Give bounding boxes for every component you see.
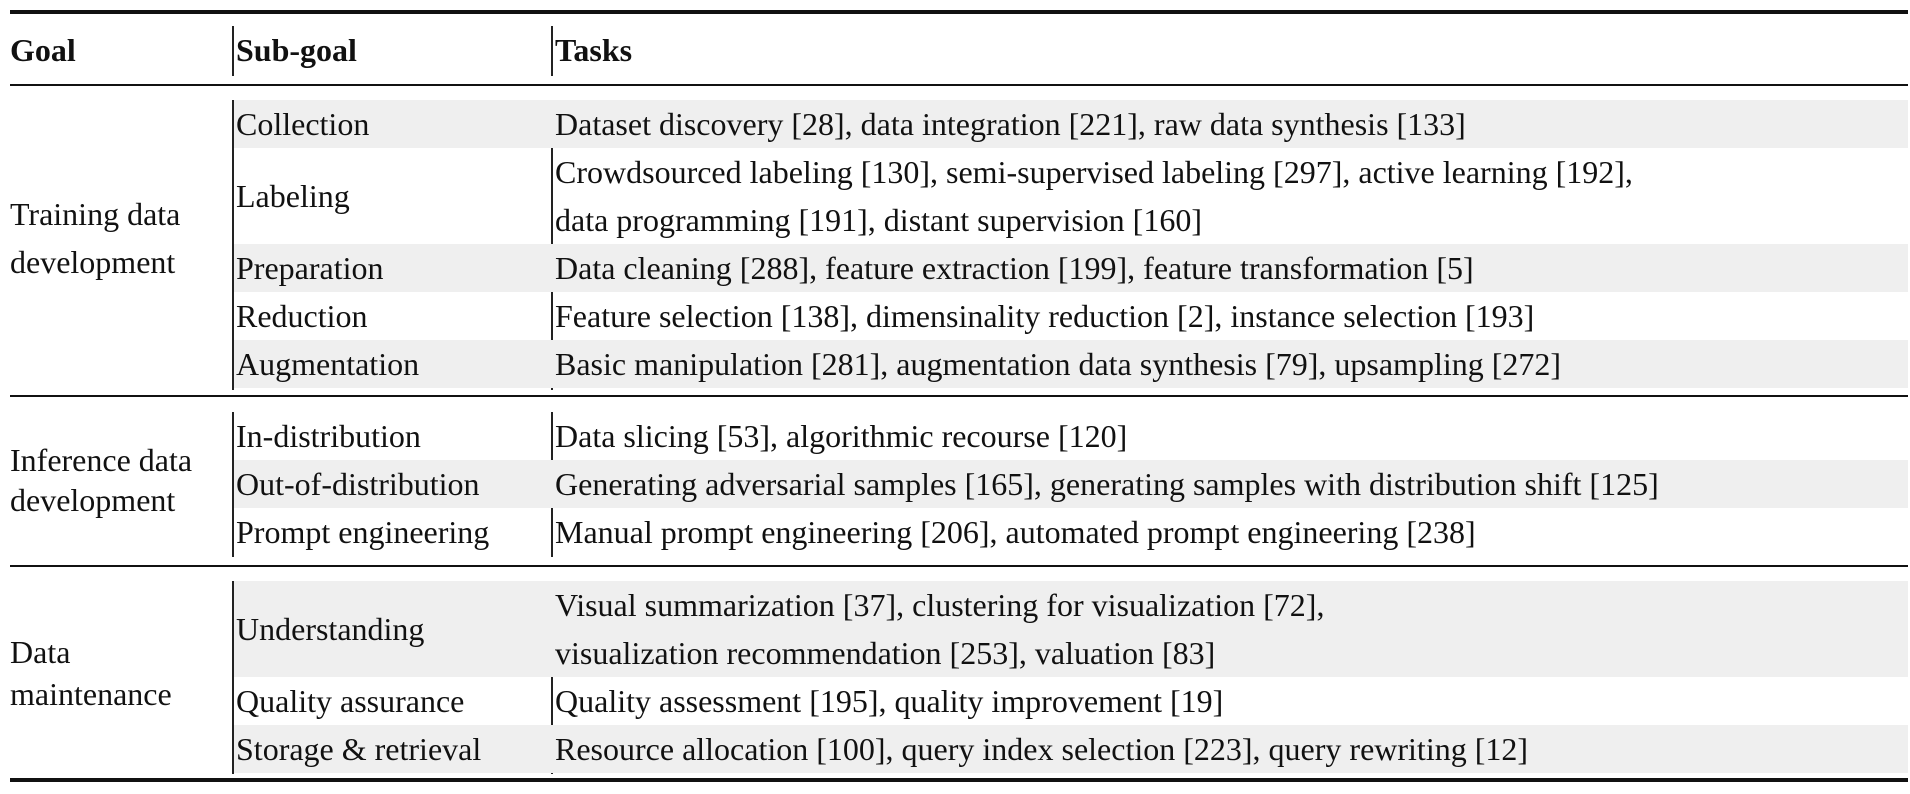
group-divider-2 [10, 565, 1908, 567]
tasks-cell: Visual summarization [37], clustering for visualization [72], [555, 587, 1325, 623]
subgoal-cell: Reduction [236, 298, 368, 334]
tasks-cell: Basic manipulation [281], augmentation data synthesis [79], upsampling [272] [555, 346, 1562, 382]
goal-label-line-2: development [10, 482, 176, 518]
subgoal-cell: Preparation [236, 250, 384, 286]
group-divider-1 [10, 395, 1908, 397]
tasks-cell-continuation: data programming [191], distant supervision [160] [555, 202, 1202, 238]
header-tasks: Tasks [555, 32, 633, 68]
tasks-cell: Dataset discovery [28], data integration [221], raw data synthesis [133] [555, 106, 1466, 142]
tasks-cell: Quality assessment [195], quality improvement [19] [555, 683, 1224, 719]
tasks-cell: Feature selection [138], dimensinality reduction [2], instance selection [193] [555, 298, 1535, 334]
tasks-cell: Crowdsourced labeling [130], semi-supervised labeling [297], active learning [192], [555, 154, 1633, 190]
subgoal-cell: Understanding [236, 611, 425, 647]
subgoal-cell: Labeling [236, 178, 350, 214]
bottom-rule [10, 778, 1908, 782]
header-subgoal: Sub-goal [236, 32, 357, 68]
header-rule [10, 84, 1908, 86]
goal-label-line-2: maintenance [10, 676, 172, 712]
goal-label-line-1: Data [10, 634, 71, 670]
tasks-cell: Resource allocation [100], query index selection [223], query rewriting [12] [555, 731, 1529, 767]
tasks-cell: Data cleaning [288], feature extraction [199], feature transformation [5] [555, 250, 1474, 286]
subgoal-cell: Quality assurance [236, 683, 465, 719]
tasks-cell: Manual prompt engineering [206], automated prompt engineering [238] [555, 514, 1476, 550]
goal-label-line-2: development [10, 244, 176, 280]
tasks-cell: Generating adversarial samples [165], generating samples with distribution shift [125] [555, 466, 1659, 502]
top-rule [10, 10, 1908, 14]
goal-label-line-1: Inference data [10, 442, 193, 478]
subgoal-cell: Collection [236, 106, 370, 142]
subgoal-cell: In-distribution [236, 418, 421, 454]
header-separator-1 [232, 26, 234, 76]
subgoal-cell: Prompt engineering [236, 514, 490, 550]
subgoal-cell: Storage & retrieval [236, 731, 482, 767]
header-separator-2 [551, 26, 553, 76]
goal-label-line-1: Training data [10, 196, 181, 232]
header-goal: Goal [10, 32, 76, 68]
tasks-cell: Data slicing [53], algorithmic recourse [120] [555, 418, 1128, 454]
subgoal-cell: Augmentation [236, 346, 420, 382]
tasks-cell-continuation: visualization recommendation [253], valuation [83] [555, 635, 1216, 671]
subgoal-cell: Out-of-distribution [236, 466, 480, 502]
